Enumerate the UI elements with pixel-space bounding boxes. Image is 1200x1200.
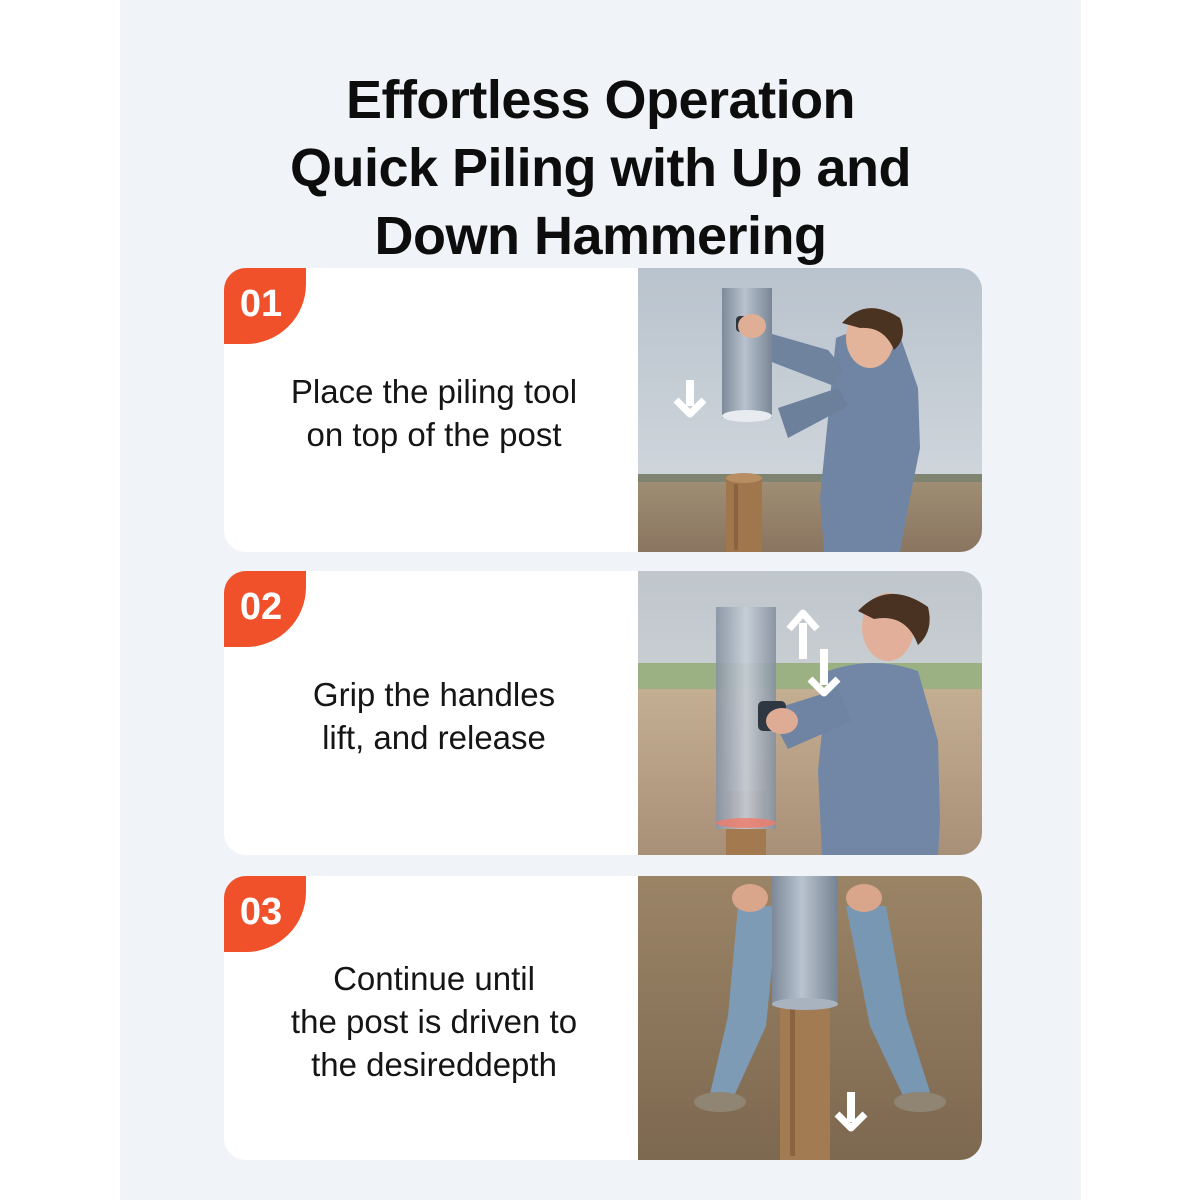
step-1-line-1: Place the piling tool (290, 373, 578, 410)
step-3-line-2: the post is driven to (290, 1002, 578, 1040)
step-3-line-3: the desireddepth (311, 1045, 557, 1083)
step-2-line-1: Grip the handles (312, 676, 556, 713)
step-card-1 (224, 268, 982, 552)
step-card-2 (224, 571, 982, 855)
infographic-panel (120, 0, 1081, 1200)
step-2-photo (638, 571, 982, 855)
headline-line-1: Effortless Operation (345, 70, 856, 131)
headline-line-3: Down Hammering (374, 206, 827, 267)
step-3-badge: 03 (224, 876, 306, 952)
step-2-badge: 02 (224, 571, 306, 647)
headline (120, 66, 1081, 270)
step-card-3 (224, 876, 982, 1160)
headline-line-2: Quick Piling with Up and (289, 138, 912, 199)
step-3-line-1: Continue until (333, 959, 535, 997)
step-1-line-2: on top of the post (306, 416, 562, 453)
step-1-photo (638, 268, 982, 552)
step-1-badge: 01 (224, 268, 306, 344)
step-3-photo (638, 876, 982, 1160)
step-2-line-2: lift, and release (322, 719, 546, 756)
